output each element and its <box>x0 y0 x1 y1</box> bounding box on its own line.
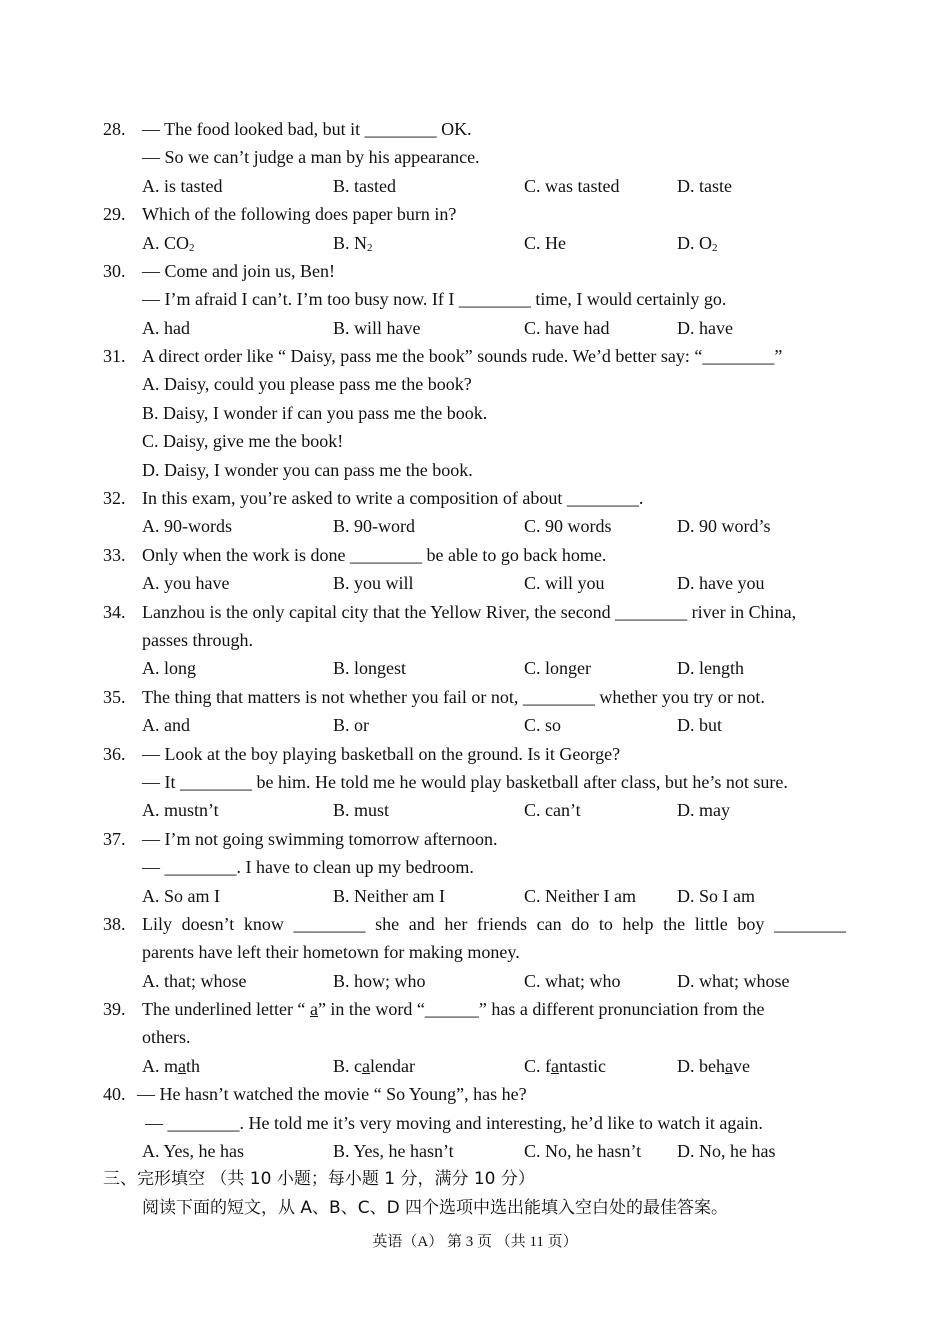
option-a: A. mustn’t <box>142 800 219 820</box>
question-text: parents have left their hometown for making money. <box>142 942 520 962</box>
section-heading: 三、完形填空 （共 10 小题；每小题 1 分，满分 10 分） <box>103 1169 535 1189</box>
option-b <box>333 1055 415 1077</box>
option-d: D. No, he has <box>677 1141 776 1161</box>
option-d: D. Daisy, I wonder you can pass me the book. <box>142 460 473 480</box>
option-a <box>142 1055 200 1077</box>
option-b: B. you will <box>333 573 414 593</box>
text-segment: lendar <box>370 1056 415 1076</box>
question-text: A direct order like “ Daisy, pass me the book” sounds rude. We’d better say: “________” <box>142 346 783 366</box>
question-number: 34. <box>103 602 126 622</box>
question-number: 28. <box>103 119 126 139</box>
question-number: 33. <box>103 545 126 565</box>
option-b: B. tasted <box>333 176 396 196</box>
option-b: B. Neither am I <box>333 886 445 906</box>
underlined-letter: a <box>178 1056 186 1076</box>
page-footer: 英语（A） 第 3 页 （共 11 页） <box>372 1234 578 1250</box>
option-b: B. must <box>333 800 390 820</box>
question-number: 32. <box>103 488 126 508</box>
subscript: 2 <box>712 242 718 254</box>
question-number: 31. <box>103 346 126 366</box>
option-a: A. you have <box>142 573 230 593</box>
text-segment: ntastic <box>559 1056 606 1076</box>
text-segment: B. c <box>333 1056 362 1076</box>
question-text: Lanzhou is the only capital city that the Yellow River, the second ________ river in China, <box>142 602 797 622</box>
option-a: A. Yes, he has <box>142 1141 245 1161</box>
text-segment: th <box>186 1056 201 1076</box>
question-text: — Look at the boy playing basketball on the ground. Is it George? <box>142 744 621 764</box>
option-a: A. had <box>142 318 190 338</box>
question-number: 40. <box>103 1084 126 1104</box>
option-c: C. Neither I am <box>524 886 636 906</box>
question-text: passes through. <box>142 630 253 650</box>
question-number: 38. <box>103 914 126 934</box>
question-text: — He hasn’t watched the movie “ So Young”, has he? <box>137 1084 527 1104</box>
option-a: A. Daisy, could you please pass me the book? <box>142 374 472 394</box>
option-text: D. O <box>677 233 712 253</box>
question-text: — The food looked bad, but it ________ OK. <box>142 119 472 139</box>
option-b: B. 90-word <box>333 516 415 536</box>
underlined-letter: a <box>362 1056 370 1076</box>
section-instruction: 阅读下面的短文，从 A、B、C、D 四个选项中选出能填入空白处的最佳答案。 <box>142 1198 729 1218</box>
option-a <box>142 232 195 259</box>
option-c: C. No, he hasn’t <box>524 1141 642 1161</box>
option-d: D. but <box>677 715 722 735</box>
question-text: — ________. He told me it’s very moving and interesting, he’d like to watch it again. <box>145 1113 763 1133</box>
question-text: — I’m not going swimming tomorrow afternoon. <box>142 829 498 849</box>
option-text: A. CO <box>142 233 190 253</box>
question-number: 35. <box>103 687 126 707</box>
question-number: 29. <box>103 204 126 224</box>
text-segment: The underlined letter “ <box>142 999 310 1019</box>
option-b: B. how; who <box>333 971 426 991</box>
underlined-letter: a <box>551 1056 559 1076</box>
question-text: In this exam, you’re asked to write a composition of about ________. <box>142 488 644 508</box>
option-b <box>333 232 373 259</box>
text-segment: D. beh <box>677 1056 725 1076</box>
question-number: 39. <box>103 999 126 1019</box>
question-text: Only when the work is done ________ be able to go back home. <box>142 545 607 565</box>
option-c: C. He <box>524 233 566 253</box>
underlined-letter: a <box>309 999 318 1019</box>
option-c: C. will you <box>524 573 605 593</box>
option-text: B. N <box>333 233 368 253</box>
option-a: A. is tasted <box>142 176 223 196</box>
option-b: B. Daisy, I wonder if can you pass me the book. <box>142 403 488 423</box>
question-text: others. <box>142 1027 191 1047</box>
option-c <box>524 1055 606 1077</box>
option-d: D. So I am <box>677 886 755 906</box>
question-text: — I’m afraid I can’t. I’m too busy now. If I ________ time, I would certainly go. <box>142 289 727 309</box>
option-c: C. was tasted <box>524 176 620 196</box>
subscript: 2 <box>189 242 195 254</box>
question-number: 36. <box>103 744 126 764</box>
option-a: A. long <box>142 658 196 678</box>
question-number: 30. <box>103 261 126 281</box>
option-c: C. so <box>524 715 562 735</box>
option-d: D. taste <box>677 176 732 196</box>
question-text: Lily doesn’t know ________ she and her friends can do to help the little boy ________ <box>142 914 846 934</box>
question-text <box>142 998 764 1020</box>
option-c: C. have had <box>524 318 610 338</box>
text-segment: A. m <box>142 1056 178 1076</box>
option-b: B. Yes, he hasn’t <box>333 1141 454 1161</box>
option-a: A. and <box>142 715 190 735</box>
option-d: D. have <box>677 318 733 338</box>
option-d: D. 90 word’s <box>677 516 771 536</box>
option-d: D. have you <box>677 573 765 593</box>
option-d: D. may <box>677 800 730 820</box>
option-c: C. what; who <box>524 971 621 991</box>
option-d: D. length <box>677 658 744 678</box>
question-number: 37. <box>103 829 126 849</box>
option-c: C. 90 words <box>524 516 612 536</box>
option-a: A. So am I <box>142 886 220 906</box>
option-d: D. what; whose <box>677 971 790 991</box>
text-segment: ” in the word “______” has a different pronunciation from the <box>317 999 765 1019</box>
question-text: — ________. I have to clean up my bedroom. <box>142 857 474 877</box>
option-b: B. will have <box>333 318 421 338</box>
option-d <box>677 232 718 259</box>
text-segment: C. f <box>524 1056 551 1076</box>
text-segment: ve <box>733 1056 750 1076</box>
option-a: A. 90-words <box>142 516 232 536</box>
option-c: C. can’t <box>524 800 581 820</box>
option-b: B. or <box>333 715 369 735</box>
question-text: The thing that matters is not whether you fail or not, ________ whether you try or not. <box>142 687 765 707</box>
question-text: — So we can’t judge a man by his appearance. <box>142 147 480 167</box>
option-c: C. longer <box>524 658 591 678</box>
underlined-letter: a <box>725 1056 733 1076</box>
option-c: C. Daisy, give me the book! <box>142 431 344 451</box>
subscript: 2 <box>367 242 373 254</box>
option-d <box>677 1055 750 1077</box>
option-a: A. that; whose <box>142 971 247 991</box>
option-b: B. longest <box>333 658 407 678</box>
question-text: — It ________ be him. He told me he would play basketball after class, but he’s not sure. <box>142 772 788 792</box>
question-text: — Come and join us, Ben! <box>142 261 335 281</box>
question-text: Which of the following does paper burn in? <box>142 204 457 224</box>
